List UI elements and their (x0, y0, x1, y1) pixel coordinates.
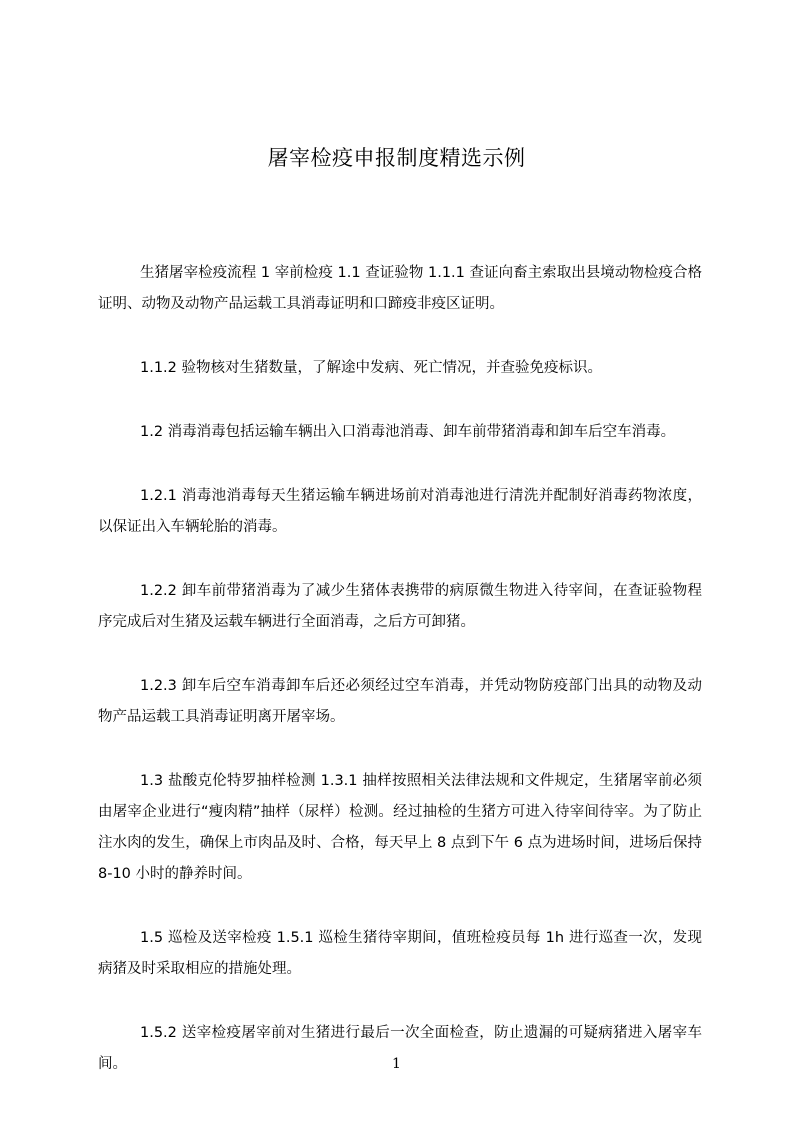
paragraph-inspection-flow: 生猪屠宰检疫流程 1 宰前检疫 1.1 查证验物 1.1.1 查证向畜主索取出县境动物检疫合格证明、动物及动物产品运载工具消毒证明和口蹄疫非疫区证明。 (98, 265, 702, 312)
document-title: 屠宰检疫申报制度精选示例 (267, 146, 526, 170)
paragraph-disinfection: 1.2 消毒消毒包括运输车辆出入口消毒池消毒、卸车前带猪消毒和卸车后空车消毒。 (140, 424, 676, 440)
paragraph-verify-goods: 1.1.2 验物核对生猪数量，了解途中发病、死亡情况，并查验免疫标识。 (140, 360, 603, 376)
paragraph-disinfection-pool: 1.2.1 消毒池消毒每天生猪运输车辆进场前对消毒池进行清洗并配制好消毒药物浓度，以保证出入车辆轮胎的消毒。 (98, 488, 702, 535)
paragraph-pre-unload-disinfection: 1.2.2 卸车前带猪消毒为了减少生猪体表携带的病原微生物进入待宰间，在查证验物程序完成后对生猪及运载车辆进行全面消毒，之后方可卸猪。 (98, 583, 702, 630)
paragraph-clenbuterol-sampling: 1.3 盐酸克伦特罗抽样检测 1.3.1 抽样按照相关法律法规和文件规定，生猪屠宰前必须由屠宰企业进行“瘦肉精”抽样（尿样）检测。经过抽检的生猪方可进入待宰间待宰。为了防止注水肉的发生，确保上市肉品及时、合格，每天早上 8 点到下午 6 点为进场时间，进场后保持 8-10 小时的静养时间。 (98, 773, 702, 882)
page-number: 1 (392, 1056, 401, 1072)
paragraph-post-unload-disinfection: 1.2.3 卸车后空车消毒卸车后还必须经过空车消毒，并凭动物防疫部门出具的动物及动物产品运载工具消毒证明离开屠宰场。 (98, 678, 702, 725)
paragraph-patrol-inspection: 1.5 巡检及送宰检疫 1.5.1 巡检生猪待宰期间，值班检疫员每 1h 进行巡查一次，发现病猪及时采取相应的措施处理。 (98, 930, 702, 977)
paragraph-pre-slaughter-inspection: 1.5.2 送宰检疫屠宰前对生猪进行最后一次全面检查，防止遗漏的可疑病猪进入屠宰车间。 (98, 1025, 702, 1072)
document-body (98, 258, 702, 1113)
